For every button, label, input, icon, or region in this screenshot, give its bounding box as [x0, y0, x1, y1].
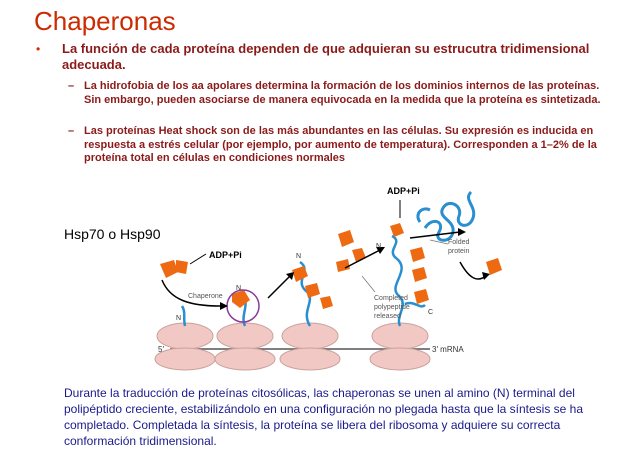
slide-title: Chaperonas: [34, 6, 176, 36]
n-terminus-label: N: [236, 285, 242, 292]
n-terminus-label: N: [176, 315, 182, 322]
folded-label-1: Folded: [448, 239, 470, 246]
arrow-2: [268, 276, 290, 298]
folded-label-2: protein: [448, 248, 470, 255]
main-bullet-text: La función de cada proteína dependen de que adquieran su estrucutra tridimensional adecuada.: [62, 41, 590, 72]
arrow-5: [460, 262, 486, 279]
completed-label-1: Completed: [374, 295, 408, 302]
figure-caption: Durante la traducción de proteínas citosólicas, las chaperonas se unen al amino (N) terminal del polipéptido creciente, estabilizándolo en una configuración no plegada hasta que la síntesis se ha completado. Completada la síntesis, la proteína se libera del ribosoma y adquiere su correcta conformación tridimensional.: [64, 386, 584, 448]
ribosome-1: [155, 323, 215, 370]
completed-label-2: polypeptide: [374, 304, 410, 311]
c-terminus-label: C: [428, 309, 434, 316]
adp-label-left: ADP+Pi: [209, 250, 242, 260]
hsp-label: Hsp70 o Hsp90: [64, 226, 161, 242]
adp-arrow-left: [190, 254, 206, 264]
ribosome-4: [370, 323, 430, 370]
adp-label-top: ADP+Pi: [387, 186, 420, 196]
completed-label-3: released: [374, 313, 401, 320]
bullet-icon: •: [36, 42, 41, 56]
ribosome-3: [280, 323, 340, 370]
ribosome-2: [215, 323, 275, 370]
mrna-3-label: 3′ mRNA: [432, 345, 464, 354]
n-terminus-label: N: [376, 243, 382, 250]
sub-point-1: La hidrofobia de los aa apolares determina la formación de los dominios internos de las proteínas. Sin embargo, pueden asociarse de manera equivocada en la medida que la proteína es sintetizada.: [84, 80, 601, 106]
dash-icon: –: [68, 80, 75, 92]
n-terminus-label: N: [296, 253, 302, 260]
dash-icon: –: [68, 125, 75, 137]
chaperone-label: Chaperone: [188, 293, 223, 300]
pointer-line-1: [362, 276, 375, 292]
sub-point-2: Las proteínas Heat shock son de las más abundantes en las células. Su expresión es inducida en respuesta a estrés celular (por ejemplo, por aumento de temperatura). Corresponden a 1–2% de la proteína total en células en condiciones normales: [84, 125, 597, 164]
mrna-5-label: 5′: [158, 345, 164, 354]
